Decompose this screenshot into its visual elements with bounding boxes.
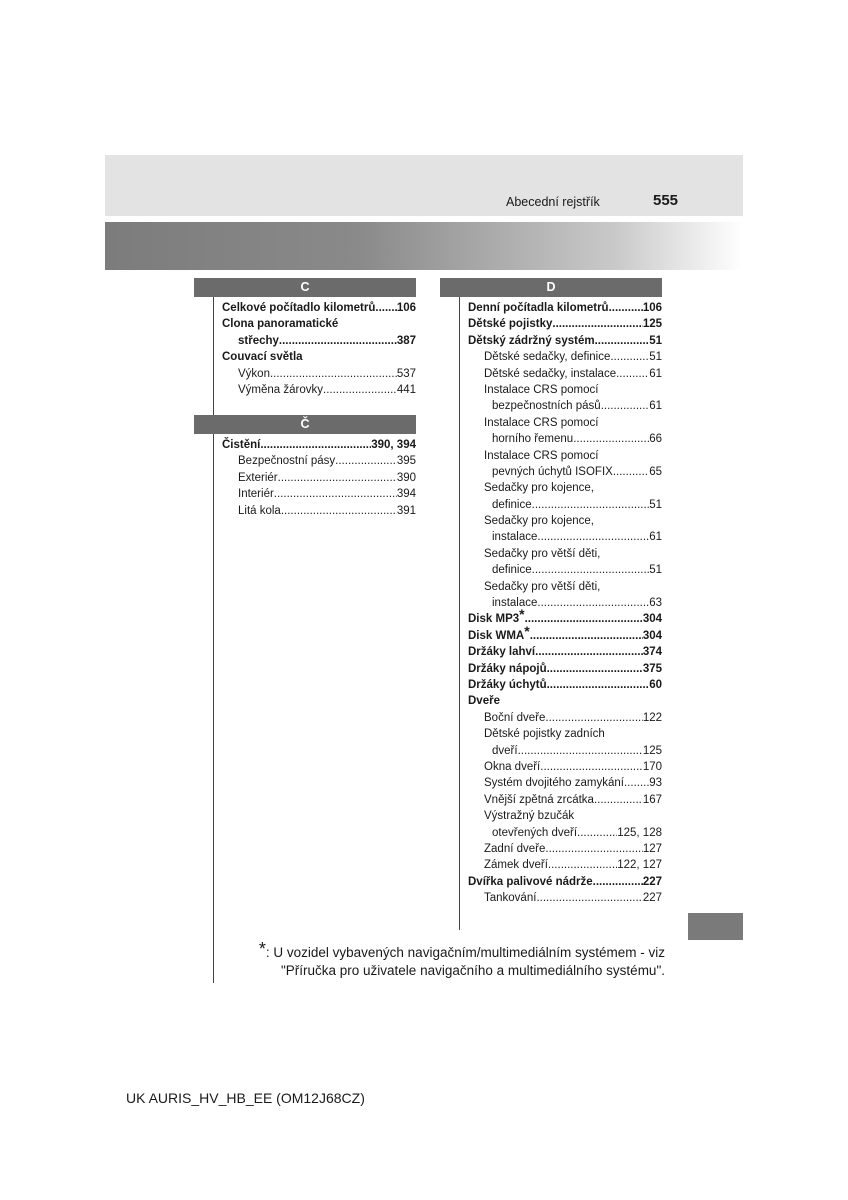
entry-page: 394 xyxy=(396,488,416,501)
index-entry xyxy=(468,890,662,906)
index-entry xyxy=(468,382,662,398)
entry-label: Dětské sedačky, definice xyxy=(484,351,611,364)
index-entry xyxy=(468,644,662,660)
section-header-c: C xyxy=(194,278,416,297)
entry-page: 167 xyxy=(642,793,662,806)
entry-page: 63 xyxy=(649,597,662,610)
entry-label: Držáky úchytů xyxy=(468,678,547,691)
dot-leader xyxy=(594,792,643,808)
entry-label: Zámek dveří xyxy=(484,859,548,872)
entry-label: Litá kola xyxy=(238,504,281,517)
index-entry xyxy=(468,480,662,496)
entry-page: 106 xyxy=(396,302,416,314)
dot-leader xyxy=(270,366,397,382)
dot-leader xyxy=(537,595,649,611)
entry-page: 66 xyxy=(649,433,662,446)
dot-leader xyxy=(274,486,397,502)
index-entry xyxy=(222,316,416,332)
dot-leader xyxy=(573,431,649,447)
entry-label: dveří xyxy=(492,744,518,757)
index-entry xyxy=(468,316,662,332)
entry-label: Zadní dveře xyxy=(484,842,546,855)
index-list-c-caron xyxy=(222,437,416,519)
index-entry xyxy=(468,415,662,431)
dot-leader xyxy=(613,464,649,480)
entry-page: 122, 127 xyxy=(617,859,662,872)
dot-leader xyxy=(540,759,643,775)
footnote-star-icon: * xyxy=(519,606,525,623)
index-entry xyxy=(468,300,662,316)
dot-leader xyxy=(610,349,649,365)
index-list-c xyxy=(222,300,416,398)
dot-leader xyxy=(532,497,650,513)
header-title: Abecední rejstřík xyxy=(506,195,600,209)
entry-page: 537 xyxy=(396,367,416,380)
entry-label: Sedačky pro kojence, xyxy=(484,482,594,495)
index-entry xyxy=(468,579,662,595)
index-list-d xyxy=(468,300,662,906)
index-entry xyxy=(468,874,662,890)
entry-label: instalace xyxy=(492,531,538,544)
page-number: 555 xyxy=(653,192,679,209)
dot-leader xyxy=(595,333,650,349)
index-entry xyxy=(468,693,662,709)
entry-label: Držáky nápojů xyxy=(468,662,547,675)
footnote xyxy=(240,939,665,980)
dot-leader xyxy=(545,710,642,726)
entry-label: Instalace CRS pomocí xyxy=(484,449,599,462)
dot-leader xyxy=(518,743,643,759)
thumb-index-tab xyxy=(688,913,743,940)
entry-page: 391 xyxy=(396,504,416,517)
entry-label: horního řemenu xyxy=(492,433,574,446)
index-entry xyxy=(468,562,662,578)
entry-label: Dveře xyxy=(468,695,500,708)
entry-page: 51 xyxy=(649,498,662,511)
entry-page: 125 xyxy=(642,318,662,331)
entry-page: 374 xyxy=(642,646,662,659)
entry-label: Clona panoramatické xyxy=(222,318,339,331)
entry-label: Okna dveří xyxy=(484,760,541,773)
dot-leader xyxy=(335,453,397,469)
index-entry xyxy=(222,486,416,502)
dot-leader xyxy=(601,398,650,414)
dot-leader xyxy=(525,611,643,627)
footnote-line-1: : U vozidel vybavených navigačním/multimediálním systémem - viz xyxy=(265,945,665,960)
entry-label: Instalace CRS pomocí xyxy=(484,383,599,396)
entry-label: Dětský zádržný systém xyxy=(468,334,595,347)
entry-label: Boční dveře xyxy=(484,711,546,724)
entry-page: 93 xyxy=(649,777,662,790)
entry-page: 122 xyxy=(642,711,662,724)
index-entry xyxy=(222,470,416,486)
dot-leader xyxy=(535,644,643,660)
entry-label: Dětské pojistky zadních xyxy=(484,728,605,741)
dot-leader xyxy=(532,562,650,578)
index-entry xyxy=(468,398,662,414)
document-code: UK AURIS_HV_HB_EE (OM12J68CZ) xyxy=(126,1090,365,1106)
index-entry xyxy=(468,792,662,808)
index-entry xyxy=(222,382,416,398)
entry-label: střechy xyxy=(238,334,279,347)
section-header-c-caron: Č xyxy=(194,415,416,434)
entry-page: 65 xyxy=(649,465,662,478)
header-band xyxy=(105,155,743,216)
entry-label: Systém dvojitého zamykání xyxy=(484,777,624,790)
index-entry xyxy=(468,333,662,349)
entry-label: definice xyxy=(492,498,532,511)
index-entry xyxy=(468,606,662,627)
footnote-line-2: "Příručka pro uživatele navigačního a multimediálního systému". xyxy=(280,963,665,978)
entry-label: Bezpečnostní pásy xyxy=(238,455,336,468)
entry-label: Sedačky pro kojence, xyxy=(484,515,594,528)
index-entry xyxy=(468,622,662,644)
entry-page: 125, 128 xyxy=(617,826,662,839)
entry-label: Celkové počítadlo kilometrů xyxy=(222,302,376,314)
index-entry xyxy=(468,349,662,365)
entry-label: Výkon xyxy=(238,367,270,380)
entry-page: 390 xyxy=(396,471,416,484)
index-entry xyxy=(468,808,662,824)
index-entry xyxy=(468,497,662,513)
entry-page: 227 xyxy=(642,875,662,888)
index-entry xyxy=(468,546,662,562)
dot-leader xyxy=(609,300,643,316)
index-entry xyxy=(468,448,662,464)
entry-label: Interiér xyxy=(238,488,274,501)
entry-label: Dětské sedačky, instalace xyxy=(484,367,617,380)
entry-label: definice xyxy=(492,564,532,577)
index-entry xyxy=(468,366,662,382)
decorative-gradient-band xyxy=(105,222,743,270)
dot-leader xyxy=(552,316,642,332)
index-entry xyxy=(468,726,662,742)
index-entry xyxy=(222,437,416,453)
index-entry xyxy=(468,513,662,529)
index-entry xyxy=(468,759,662,775)
entry-label: Výstražný bzučák xyxy=(484,810,575,823)
entry-label: Couvací světla xyxy=(222,351,303,364)
entry-page: 375 xyxy=(642,662,662,675)
dot-leader xyxy=(548,857,617,873)
entry-label: Dvířka palivové nádrže xyxy=(468,875,593,888)
index-entry xyxy=(222,349,416,365)
entry-page: 387 xyxy=(396,334,416,347)
index-entry xyxy=(468,775,662,791)
index-entry xyxy=(222,300,416,316)
entry-page: 60 xyxy=(649,678,662,691)
dot-leader xyxy=(547,677,650,693)
dot-leader xyxy=(577,825,617,841)
index-entry xyxy=(468,825,662,841)
entry-page: 390, 394 xyxy=(371,439,416,451)
footnote-marker: * xyxy=(258,939,266,959)
entry-label: otevřených dveří xyxy=(492,826,578,839)
entry-page: 61 xyxy=(649,400,662,413)
index-entry xyxy=(468,841,662,857)
section-header-d: D xyxy=(440,278,662,297)
index-entry xyxy=(222,333,416,349)
entry-label: Exteriér xyxy=(238,471,278,484)
entry-label: Tankování xyxy=(484,892,537,905)
entry-label: bezpečnostních pásů xyxy=(492,400,601,413)
entry-page: 51 xyxy=(649,334,662,347)
index-entry xyxy=(468,857,662,873)
index-entry xyxy=(468,743,662,759)
entry-label: Výměna žárovky xyxy=(238,383,324,396)
dot-leader xyxy=(624,775,649,791)
dot-leader xyxy=(281,503,397,519)
dot-leader xyxy=(547,661,643,677)
entry-page: 61 xyxy=(649,367,662,380)
index-entry xyxy=(468,661,662,677)
entry-label: Disk MP3* xyxy=(468,606,525,626)
index-entry xyxy=(468,464,662,480)
dot-leader xyxy=(278,470,397,486)
entry-page: 441 xyxy=(396,383,416,396)
entry-label: Držáky lahví xyxy=(468,646,536,659)
entry-page: 106 xyxy=(642,302,662,314)
dot-leader xyxy=(530,628,643,644)
dot-leader xyxy=(323,382,397,398)
index-entry xyxy=(468,595,662,611)
dot-leader xyxy=(260,437,371,453)
dot-leader xyxy=(375,300,396,316)
index-entry xyxy=(468,710,662,726)
index-entry xyxy=(222,503,416,519)
entry-label: Sedačky pro větší děti, xyxy=(484,580,601,593)
right-column-rule xyxy=(459,278,460,930)
entry-page: 125 xyxy=(642,744,662,757)
entry-label: Disk WMA* xyxy=(468,622,530,642)
entry-label: Dětské pojistky xyxy=(468,318,553,331)
entry-page: 61 xyxy=(649,531,662,544)
entry-page: 170 xyxy=(642,760,662,773)
entry-label: Sedačky pro větší děti, xyxy=(484,547,601,560)
dot-leader xyxy=(616,366,649,382)
entry-label: Denní počítadla kilometrů xyxy=(468,302,609,314)
index-entry xyxy=(222,453,416,469)
entry-label: Vnější zpětná zrcátka xyxy=(484,793,594,806)
entry-page: 395 xyxy=(396,455,416,468)
left-column-rule xyxy=(213,278,214,983)
index-entry xyxy=(468,677,662,693)
entry-page: 51 xyxy=(649,351,662,364)
entry-label: Instalace CRS pomocí xyxy=(484,416,599,429)
entry-page: 304 xyxy=(642,613,662,626)
entry-page: 304 xyxy=(642,629,662,642)
dot-leader xyxy=(593,874,643,890)
entry-page: 227 xyxy=(642,892,662,905)
entry-page: 127 xyxy=(642,842,662,855)
index-entry xyxy=(222,366,416,382)
index-entry xyxy=(468,431,662,447)
entry-label: Čistění xyxy=(222,439,261,451)
entry-page: 51 xyxy=(649,564,662,577)
entry-label: pevných úchytů ISOFIX xyxy=(492,465,613,478)
dot-leader xyxy=(279,333,397,349)
dot-leader xyxy=(545,841,642,857)
footnote-star-icon: * xyxy=(524,622,530,639)
dot-leader xyxy=(537,529,649,545)
entry-label: instalace xyxy=(492,597,538,610)
dot-leader xyxy=(536,890,642,906)
index-entry xyxy=(468,529,662,545)
